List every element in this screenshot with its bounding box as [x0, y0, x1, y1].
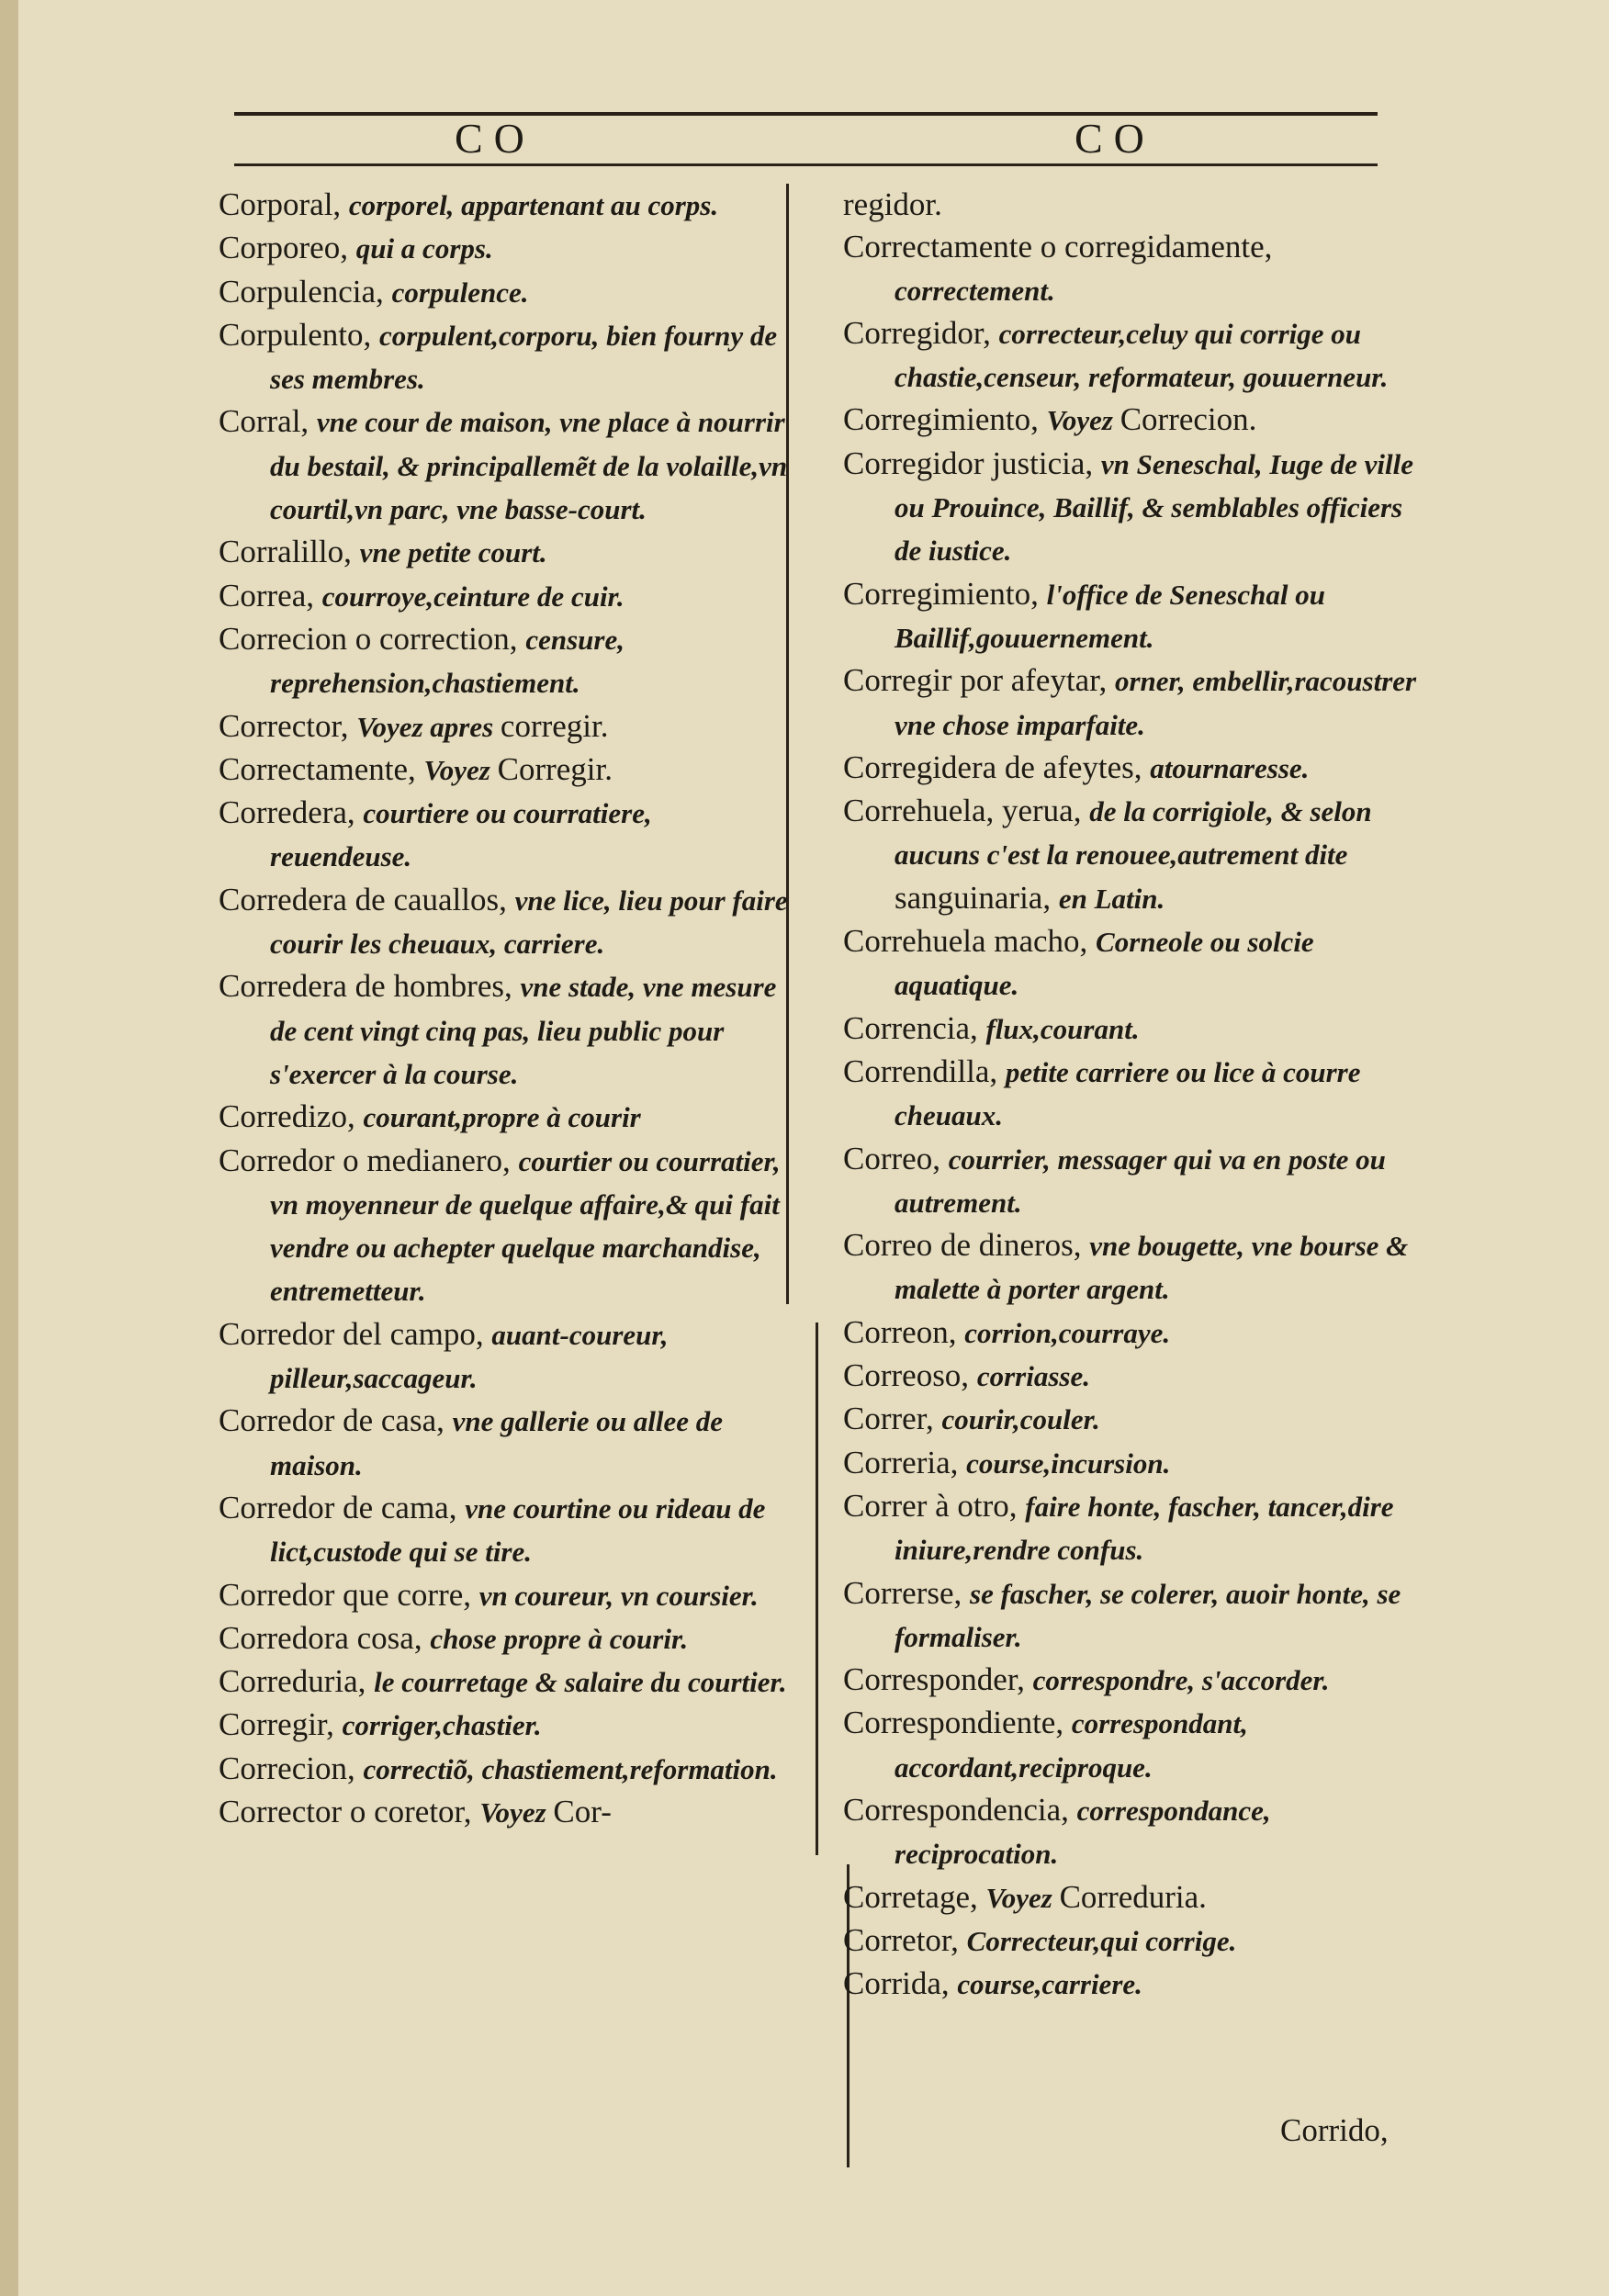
dictionary-entry [219, 748, 797, 792]
entry-headword: Correduria. [1059, 1878, 1207, 1915]
entry-headword: regidor. [843, 186, 942, 222]
entry-translation: qui a corps. [355, 232, 493, 265]
dictionary-entry [843, 1963, 1431, 2006]
entry-translation: vne stade, vne mesure de cent vingt cinq pas, lieu public pour s'exercer à la course. [270, 971, 777, 1090]
dictionary-entry [843, 184, 1431, 226]
entry-translation: vne bougette, vne bourse & malette à porter argent. [895, 1230, 1409, 1306]
entry-headword: Corregidor, [843, 314, 999, 351]
entry-translation: flux,courant. [985, 1012, 1140, 1045]
entry-translation: correctement. [895, 274, 1055, 307]
entry-headword: Correhuela macho, [843, 923, 1097, 960]
entry-translation: Correcteur,qui corrige. [966, 1924, 1237, 1957]
entry-headword: corregir. [500, 707, 609, 744]
entry-headword: Correo de dineros, [843, 1227, 1090, 1264]
entry-headword: Correndilla, [843, 1052, 1006, 1089]
entry-headword: Correcion. [1120, 401, 1257, 438]
entry-translation: correspondre, s'accorder. [1032, 1664, 1330, 1697]
left-column [219, 184, 797, 1834]
entry-translation: censure, reprehension,chastiement. [270, 623, 624, 700]
dictionary-entry [219, 1791, 797, 1834]
entry-headword: Correspondiente, [843, 1705, 1072, 1741]
entry-headword: Corpulento, [219, 316, 379, 353]
entry-translation: Voyez apres [356, 710, 501, 743]
entry-headword: Corredor del campo, [219, 1315, 492, 1352]
entry-translation: correspondance, reciprocation. [895, 1794, 1271, 1871]
entry-headword: Corregidor justicia, [843, 445, 1101, 481]
entry-headword: Corresponder, [843, 1661, 1033, 1698]
entry-translation: chose propre à courir. [430, 1622, 689, 1655]
dictionary-entry [219, 575, 797, 618]
entry-translation: corpulence. [391, 276, 529, 309]
entry-translation: faire honte, fascher, tancer,dire iniure,rendre confus. [895, 1490, 1394, 1567]
entry-headword: Corrector o coretor, [219, 1793, 480, 1829]
entry-headword: Corregidera de afeytes, [843, 748, 1151, 785]
entry-translation: Voyez [479, 1795, 554, 1829]
dictionary-entry [843, 399, 1431, 442]
dictionary-entry [843, 659, 1431, 747]
entry-headword: Cor- [553, 1793, 612, 1829]
dictionary-entry [843, 1442, 1431, 1485]
entry-translation: atournaresse. [1150, 751, 1310, 784]
dictionary-entry [843, 1876, 1431, 1919]
dictionary-entry [219, 965, 797, 1096]
running-head-right: CO [1075, 115, 1155, 162]
dictionary-entry [219, 1704, 797, 1747]
dictionary-entry [843, 1789, 1431, 1876]
entry-headword: Correr, [843, 1401, 942, 1437]
entry-headword: Correctamente, [219, 750, 424, 787]
entry-headword: Corpulencia, [219, 273, 392, 310]
dictionary-entry [219, 1748, 797, 1791]
entry-translation: auant-coureur, pilleur,saccageur. [270, 1318, 669, 1395]
entry-headword: Corretage, [843, 1878, 986, 1915]
entry-translation: Voyez [423, 753, 498, 786]
entry-headword: Corregir por afeytar, [843, 662, 1115, 699]
dictionary-entry [843, 1051, 1431, 1138]
entry-translation: courroye,ceinture de cuir. [321, 580, 624, 613]
entry-translation: correctiõ, chastiement,reformation. [363, 1752, 778, 1785]
entry-headword: Correr à otro, [843, 1487, 1026, 1524]
entry-headword: Correcion, [219, 1750, 364, 1786]
dictionary-entry [219, 227, 797, 270]
entry-headword: Corrector, [219, 707, 357, 744]
dictionary-entry [843, 312, 1431, 400]
dictionary-entry [843, 1572, 1431, 1660]
dictionary-entry [219, 1096, 797, 1139]
entry-headword: Corregir. [497, 750, 613, 787]
entry-headword: Corredora cosa, [219, 1619, 431, 1656]
entry-translation: corriasse. [976, 1360, 1090, 1393]
dictionary-entry [219, 1400, 797, 1487]
entry-translation: corrion,courraye. [964, 1316, 1171, 1349]
dictionary-entry [219, 1140, 797, 1313]
entry-headword: Corral, [219, 403, 317, 440]
entry-headword: Correspondencia, [843, 1791, 1077, 1828]
dictionary-entry [219, 792, 797, 879]
entry-headword: Correduria, [219, 1663, 375, 1700]
dictionary-entry [843, 226, 1431, 312]
entry-translation: vne gallerie ou allee de maison. [270, 1405, 724, 1481]
entry-headword: Corredor o medianero, [219, 1142, 519, 1178]
dictionary-entry [843, 573, 1431, 660]
dictionary-entry [219, 1617, 797, 1660]
entry-headword: sanguinaria, [895, 879, 1059, 916]
dictionary-entry [219, 705, 797, 748]
dictionary-entry [843, 790, 1431, 920]
dictionary-entry [843, 1702, 1431, 1789]
entry-headword: Corredor de casa, [219, 1402, 453, 1439]
dictionary-entry [843, 920, 1431, 1007]
dictionary-entry [219, 618, 797, 705]
entry-headword: Corretor, [843, 1921, 967, 1958]
entry-translation: course,incursion. [966, 1446, 1171, 1480]
entry-headword: Correhuela, yerua, [843, 793, 1090, 829]
entry-translation: courir,couler. [941, 1403, 1100, 1436]
entry-headword: Corredizo, [219, 1098, 364, 1135]
entry-headword: Correo, [843, 1140, 949, 1176]
entry-translation: courrier, messager qui va en poste ou autrement. [895, 1142, 1386, 1219]
entry-translation: vne lice, lieu pour faire courir les cheuaux, carriere. [270, 884, 788, 961]
catchword: Corrido, [1280, 2112, 1389, 2148]
entry-headword: Correria, [843, 1444, 967, 1480]
entry-translation: courtiere ou courratiere, reuendeuse. [270, 797, 652, 873]
header-rule-top [234, 112, 1378, 116]
entry-translation: vne courtine ou rideau de lict,custode qui se tire. [270, 1491, 766, 1569]
dictionary-entry [219, 1574, 797, 1617]
entry-headword: Correncia, [843, 1009, 986, 1046]
entry-translation: corporel, appartenant au corps. [348, 189, 719, 221]
entry-translation: Voyez [985, 1881, 1060, 1914]
entry-translation: l'office de Seneschal ou Baillif,gouuernement. [895, 578, 1325, 654]
entry-headword: Correoso, [843, 1357, 977, 1394]
entry-translation: orner, embellir,racoustrer vne chose imparfaite. [895, 665, 1417, 741]
entry-headword: Correcion o correction, [219, 620, 526, 657]
entry-headword: Corregimiento, [843, 401, 1047, 438]
dictionary-entry [843, 1311, 1431, 1355]
entry-headword: Correctamente o corregidamente, [843, 229, 1273, 265]
entry-headword: Corrida, [843, 1965, 958, 2002]
entry-translation: vn coureur, vn coursier. [478, 1579, 759, 1612]
entry-translation: vne petite court. [359, 536, 547, 569]
entry-headword: Corporeo, [219, 230, 356, 266]
dictionary-entry [843, 1138, 1431, 1225]
dictionary-entry [219, 531, 797, 574]
dictionary-entry [843, 1485, 1431, 1572]
entry-translation: courtier ou courratier, vn moyenneur de quelque affaire,& qui fait vendre ou achepter quelque marchandise, entremetteur. [270, 1144, 781, 1308]
right-column [843, 184, 1431, 2006]
entry-headword: Corredera, [219, 794, 364, 831]
entry-headword: Correa, [219, 577, 322, 613]
entry-translation: courant,propre à courir [363, 1101, 641, 1134]
dictionary-entry [843, 1659, 1431, 1702]
dictionary-entry [843, 747, 1431, 790]
header-rule-bottom [234, 163, 1378, 166]
entry-headword: Corredor que corre, [219, 1576, 479, 1613]
dictionary-entry [843, 1355, 1431, 1398]
dictionary-entry [219, 1660, 797, 1704]
dictionary-entry [843, 1919, 1431, 1963]
entry-translation: de la corrigiole, & selon aucuns c'est la renouee,autrement dite [895, 795, 1372, 872]
entry-translation: se fascher, se colerer, auoir honte, se formaliser. [895, 1577, 1401, 1653]
dictionary-entry [219, 184, 797, 227]
dictionary-entry [843, 443, 1431, 573]
dictionary-entry [219, 271, 797, 314]
entry-translation: le courretage & salaire du courtier. [374, 1666, 787, 1699]
dictionary-entry [843, 1007, 1431, 1051]
dictionary-entry [219, 1487, 797, 1574]
dictionary-entry [843, 1224, 1431, 1311]
entry-translation: vne cour de maison, vne place à nourrir du bestail, & principallemẽt de la volaille,vn courtil,vn parc, vne basse-court. [270, 406, 788, 526]
entry-translation: corriger,chastier. [342, 1709, 542, 1742]
dictionary-entry [219, 1313, 797, 1401]
running-head-left: CO [455, 115, 535, 162]
entry-translation: en Latin. [1058, 882, 1165, 915]
entry-translation: corpulent,corporu, bien fourny de ses membres. [270, 319, 778, 396]
entry-headword: Corredera de cauallos, [219, 881, 515, 917]
entry-headword: Corralillo, [219, 534, 360, 570]
dictionary-entry [843, 1398, 1431, 1441]
dictionary-entry [219, 879, 797, 966]
entry-headword: Corredera de hombres, [219, 968, 521, 1005]
entry-headword: Corporal, [219, 186, 349, 222]
entry-headword: Correrse, [843, 1574, 971, 1611]
entry-translation: correspondant, accordant,reciproque. [895, 1707, 1248, 1784]
entry-translation: correcteur,celuy qui corrige ou chastie,censeur, reformateur, gouuerneur. [895, 317, 1389, 394]
column-divider-middle [816, 1322, 818, 1855]
entry-headword: Corredor de cama, [219, 1489, 466, 1525]
entry-headword: Corregir, [219, 1706, 343, 1743]
entry-translation: Voyez [1046, 404, 1120, 437]
entry-translation: vn Seneschal, Iuge de ville ou Prouince, Baillif, & semblables officiers de iustice. [895, 447, 1414, 568]
entry-headword: Corregimiento, [843, 575, 1047, 612]
entry-translation: Corneole ou solcie aquatique. [895, 926, 1314, 1002]
entry-translation: petite carriere ou lice à courre cheuaux. [895, 1055, 1361, 1132]
dictionary-entry [219, 400, 797, 531]
dictionary-entry [219, 314, 797, 401]
entry-translation: course,carriere. [957, 1968, 1142, 2001]
entry-headword: Correon, [843, 1313, 965, 1350]
